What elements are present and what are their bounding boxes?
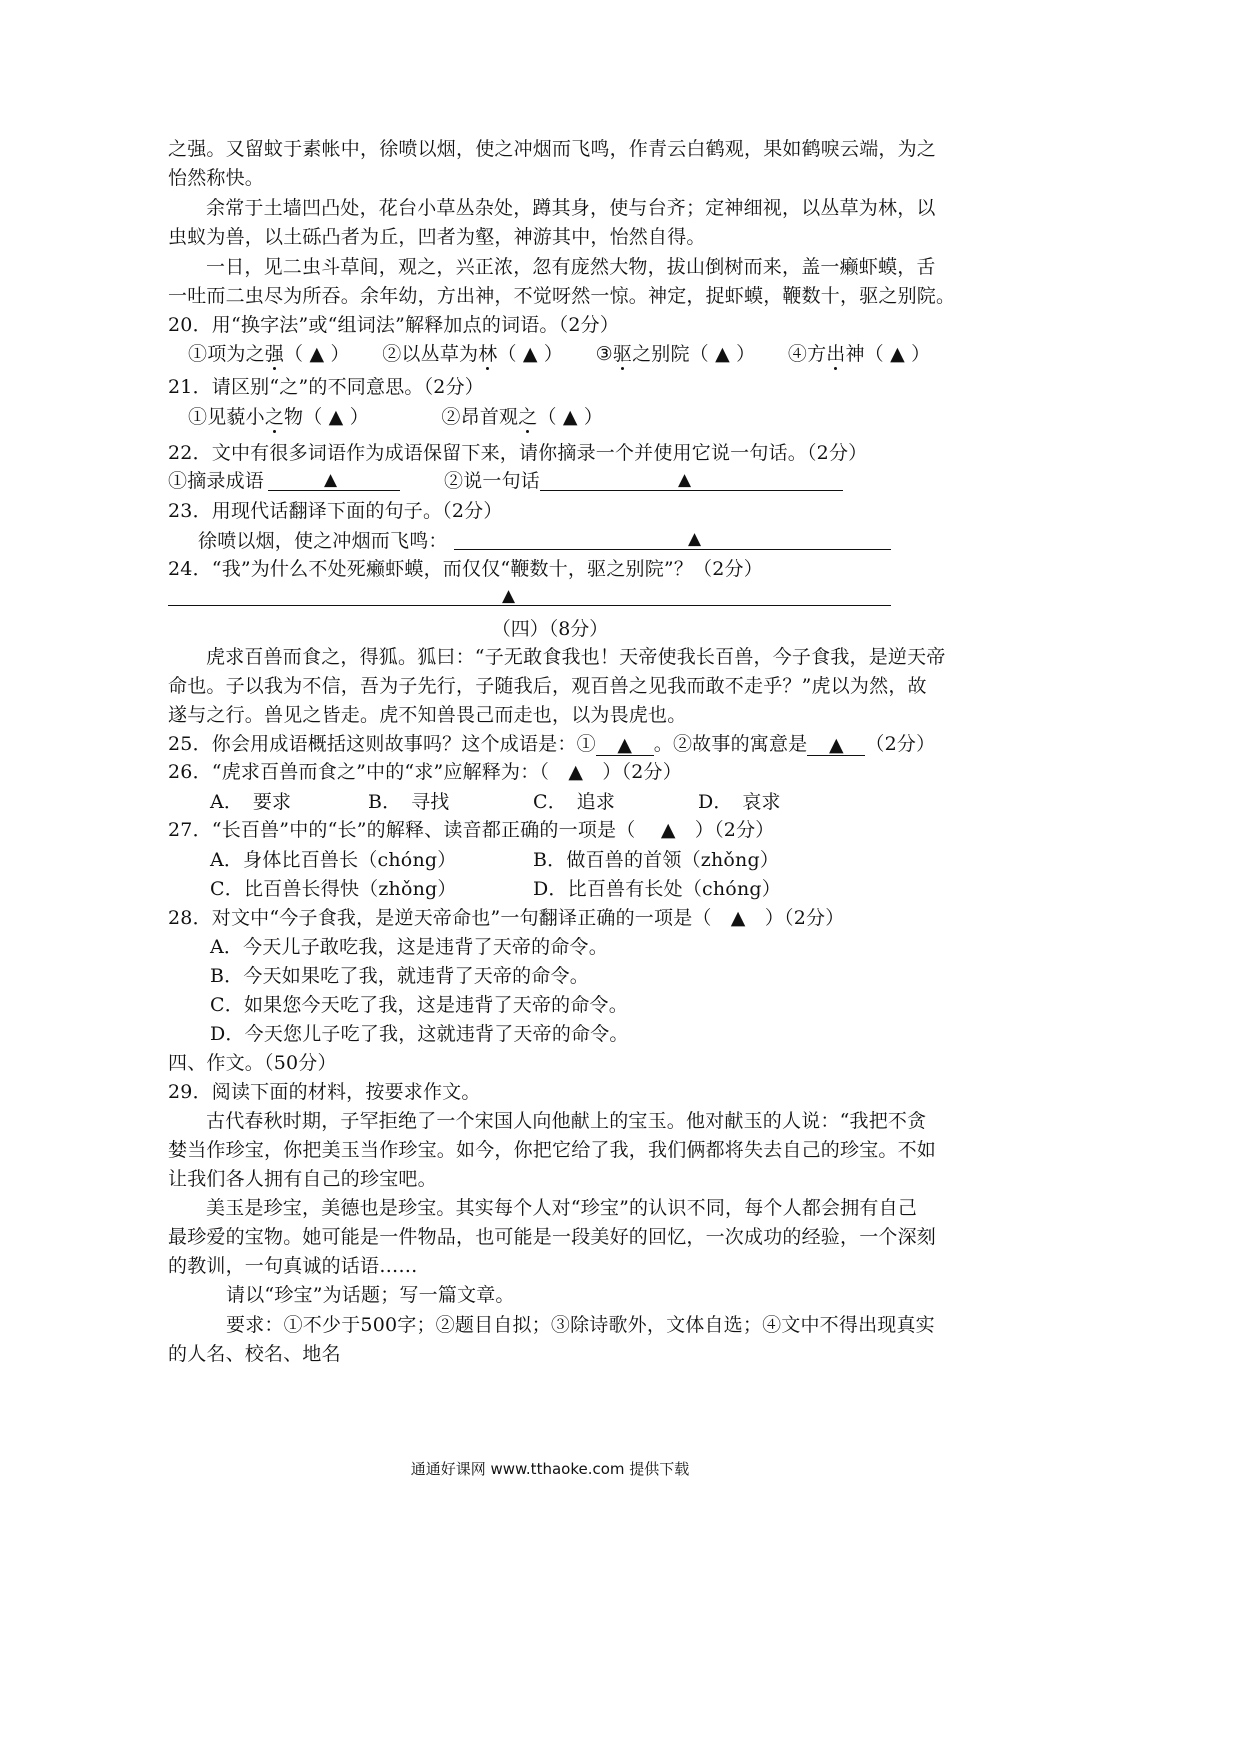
question-text: （2分） [865, 733, 936, 755]
answer-marker: ▲ [502, 586, 516, 606]
answer-line [268, 490, 400, 491]
dotted-word: 之 [518, 406, 538, 428]
question-21-options [188, 405, 603, 429]
dotted-word: 之 [264, 406, 285, 428]
dotted-word: 出 [826, 343, 846, 365]
answer-line [540, 490, 843, 491]
answer-blank: ▲ [807, 733, 865, 756]
option-d: D． 哀求 [698, 791, 781, 813]
material-line: 让我们各人拥有自己的珍宝吧。 [168, 1168, 437, 1190]
question-29-stem: 29．阅读下面的材料，按要求作文。 [168, 1081, 481, 1103]
passage-line: 命也。子以我为不信，吾为子先行，子随我后，观百兽之见我而敢不走乎？”虎以为然，故 [168, 675, 927, 697]
option-b: B．做百兽的首领（zhǒng） [533, 849, 780, 871]
answer-line [454, 549, 891, 550]
answer-slot: 物（ ▲ ） [284, 406, 369, 428]
dotted-word: 驱 [612, 343, 633, 365]
question-25 [168, 732, 935, 756]
section-writing-title: 四、作文。（50分） [168, 1052, 337, 1074]
option-b: B． 寻找 [368, 791, 450, 813]
question-23-sentence: 徐喷以烟，使之冲烟而飞鸣： [198, 530, 448, 552]
answer-marker: ▲ [688, 529, 702, 549]
question-21-stem: 21．请区别“之”的不同意思。（2分） [168, 376, 484, 398]
question-22-sentence-label: ②说一句话 [444, 470, 541, 492]
dotted-word: 林 [478, 343, 498, 365]
writing-prompt: 请以“珍宝”为话题；写一篇文章。 [226, 1284, 515, 1306]
question-22-stem: 22．文中有很多词语作为成语保留下来，请你摘录一个并使用它说一句话。（2分） [168, 442, 868, 464]
option-text: ①项为之 [188, 343, 265, 365]
question-22-idiom-label: ①摘录成语 [168, 470, 265, 492]
option-d: D．今天您儿子吃了我，这就违背了天帝的命令。 [210, 1023, 629, 1045]
passage-line: 怡然称快。 [168, 167, 265, 189]
question-20-stem: 20．用“换字法”或“组词法”解释加点的词语。（2分） [168, 314, 620, 336]
option-text: ②以丛草为 [382, 343, 479, 365]
option-c: C．比百兽长得快（zhǒng） [210, 878, 457, 900]
question-23-stem: 23．用现代话翻译下面的句子。（2分） [168, 500, 503, 522]
option-b: B．今天如果吃了我，就违背了天帝的命令。 [210, 965, 589, 987]
answer-slot: 神（ ▲ ） [845, 343, 931, 365]
question-26-stem: 26．“虎求百兽而食之”中的“求”应解释为：（ ▲ ）（2分） [168, 761, 682, 783]
question-text: 。②故事的寓意是 [653, 733, 808, 755]
answer-slot: （ ▲ ） [284, 343, 350, 365]
writing-requirements: 的人名、校名、地名 [168, 1343, 341, 1365]
passage-line: 一吐而二虫尽为所吞。余年幼，方出神，不觉呀然一惊。神定，捉虾蟆，鞭数十，驱之别院。 [168, 285, 956, 307]
option-c: C． 追求 [533, 791, 616, 813]
passage-line: 之强。又留蚊于素帐中，徐喷以烟，使之冲烟而飞鸣，作青云白鹤观，果如鹤唳云端，为之 [168, 138, 937, 160]
answer-marker: ▲ [678, 470, 692, 490]
passage-line: 虎求百兽而食之，得狐。狐曰：“子无敢食我也！天帝使我长百兽，今子食我，是逆天帝 [206, 646, 946, 668]
question-20-options [188, 342, 930, 366]
passage-line: 遂与之行。兽见之皆走。虎不知兽畏己而走也，以为畏虎也。 [168, 704, 687, 726]
answer-line [168, 605, 891, 606]
page-footer: 通通好课网 www.tthaoke.com 提供下载 [410, 1460, 690, 1478]
option-d: D．比百兽有长处（chóng） [533, 878, 781, 900]
option-text: ③ [595, 343, 613, 365]
answer-marker: ▲ [324, 470, 338, 490]
option-a: A．身体比百兽长（chóng） [210, 849, 457, 871]
question-text: 25．你会用成语概括这则故事吗？这个成语是：① [168, 733, 596, 755]
passage-line: 余常于土墙凹凸处，花台小草丛杂处，蹲其身，使与台齐；定神细视，以丛草为林，以 [206, 197, 936, 219]
option-a: A．今天儿子敢吃我，这是违背了天帝的命令。 [210, 936, 608, 958]
question-27-stem: 27．“长百兽”中的“长”的解释、读音都正确的一项是（ ▲ ）（2分） [168, 819, 775, 841]
material-line: 美玉是珍宝，美德也是珍宝。其实每个人对“珍宝”的认识不同，每个人都会拥有自己 [206, 1197, 918, 1219]
dotted-word: 强 [264, 343, 285, 365]
writing-requirements: 要求：①不少于500字；②题目自拟；③除诗歌外，文体自选；④文中不得出现真实 [226, 1314, 935, 1336]
option-text: ②昂首观 [441, 406, 519, 428]
answer-slot: （ ▲ ） [537, 406, 604, 428]
passage-line: 一日，见二虫斗草间，观之，兴正浓，忽有庞然大物，拔山倒树而来，盖一癞虾蟆，舌 [206, 256, 936, 278]
answer-slot: （ ▲ ） [497, 343, 564, 365]
material-line: 古代春秋时期，子罕拒绝了一个宋国人向他献上的宝玉。他对献玉的人说：“我把不贪 [206, 1110, 927, 1132]
question-24-stem: 24．“我”为什么不处死癞虾蟆，而仅仅“鞭数十，驱之别院”？（2分） [168, 558, 763, 580]
section-4-title: （四）（8分） [491, 618, 609, 640]
option-c: C．如果您今天吃了我，这是违背了天帝的命令。 [210, 994, 628, 1016]
passage-line: 虫蚁为兽，以土砾凸者为丘，凹者为壑，神游其中，怡然自得。 [168, 226, 706, 248]
answer-slot: 之别院（ ▲ ） [632, 343, 756, 365]
material-line: 婪当作珍宝，你把美玉当作珍宝。如今，你把它给了我，我们俩都将失去自己的珍宝。不如 [168, 1139, 937, 1161]
answer-blank: ▲ [596, 733, 654, 756]
option-a: A． 要求 [210, 791, 292, 813]
option-text: ④方 [787, 343, 827, 365]
option-text: ①见藐小 [188, 406, 265, 428]
material-line: 最珍爱的宝物。她可能是一件物品，也可能是一段美好的回忆，一次成功的经验，一个深刻 [168, 1226, 937, 1248]
material-line: 的教训，一句真诚的话语…… [168, 1255, 418, 1277]
question-28-stem: 28．对文中“今子食我，是逆天帝命也”一句翻译正确的一项是（ ▲ ）（2分） [168, 907, 845, 929]
